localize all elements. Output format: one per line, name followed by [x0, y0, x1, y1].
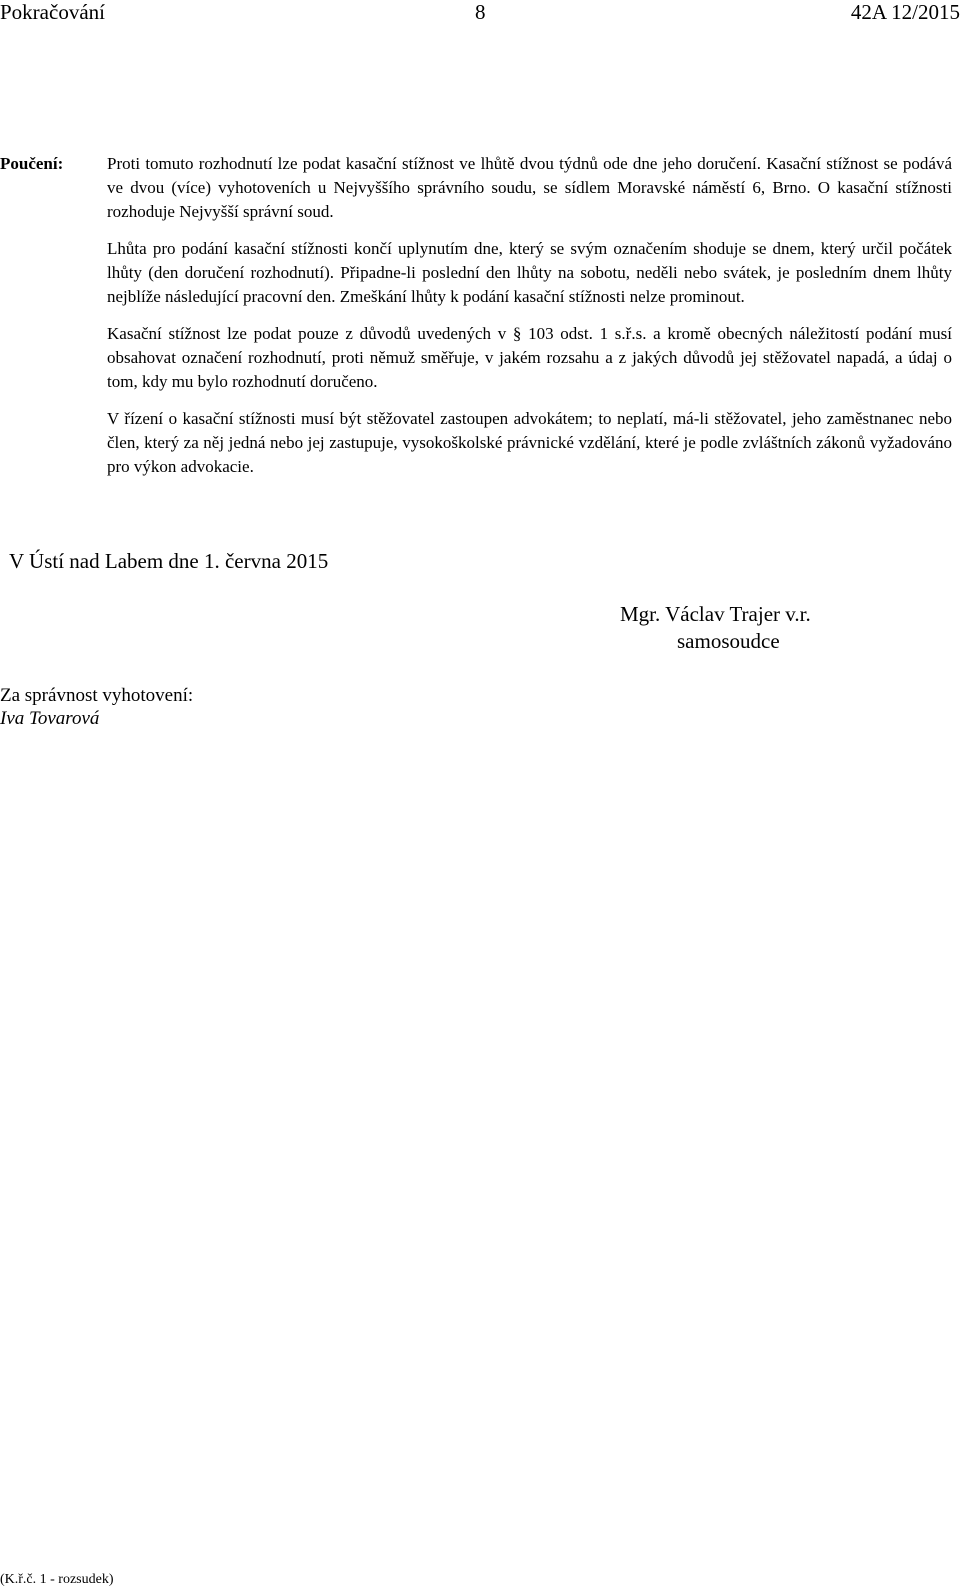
- instruction-paragraph: Proti tomuto rozhodnutí lze podat kasační stížnost ve lhůtě dvou týdnů ode dne jeho doručení. Kasační stížnost se podává ve dvou (více) vyhotoveních u Nejvyššího správního soudu, se sídlem Moravské náměstí 6, Brno. O kasační stížnosti rozhoduje Nejvyšší správní soud.: [107, 154, 952, 221]
- header-continuation-label: Pokračování: [0, 0, 105, 24]
- header-page-number: 8: [475, 0, 486, 24]
- page-footer: (K.ř.č. 1 - rozsudek): [0, 1572, 114, 1587]
- instruction-paragraphs: [107, 152, 952, 479]
- copy-certification-block: [0, 684, 193, 730]
- instruction-paragraph: Kasační stížnost lze podat pouze z důvodů uvedených v § 103 odst. 1 s.ř.s. a kromě obecných náležitostí podání musí obsahovat označení rozhodnutí, proti němuž směřuje, v jakém rozsahu a z jakých důvodů jej stěžovatel napadá, a údaj o tom, kdy mu bylo rozhodnutí doručeno.: [107, 324, 952, 391]
- instruction-paragraph: V řízení o kasační stížnosti musí být stěžovatel zastoupen advokátem; to neplatí, má-li stěžovatel, jeho zaměstnanec nebo člen, který za něj jedná nebo jej zastupuje, vysokoškolské právnické vzdělání, které je podle zvláštních zákonů vyžadováno pro výkon advokacie.: [107, 409, 952, 476]
- certifier-name: Iva Tovarová: [0, 708, 100, 729]
- instruction-paragraph: Lhůta pro podání kasační stížnosti končí uplynutím dne, který se svým označením shoduje se dnem, který určil počátek lhůty (den doručení rozhodnutí). Připadne-li poslední den lhůty na sobotu, neděli nebo svátek, je posledním dnem lhůty nejblíže následující pracovní den. Zmeškání lhůty k podání kasační stížnosti nelze prominout.: [107, 239, 952, 306]
- header-case-number: 42A 12/2015: [850, 0, 960, 24]
- instruction-label: Poučení:: [0, 154, 64, 173]
- place-and-date: V Ústí nad Labem dne 1. června 2015: [9, 549, 329, 573]
- certification-label: Za správnost vyhotovení:: [0, 685, 194, 706]
- judge-signature-block: [620, 601, 900, 655]
- judge-name: Mgr. Václav Trajer v.r.: [620, 602, 811, 626]
- page-header: [0, 0, 960, 26]
- judge-role: samosoudce: [677, 629, 780, 653]
